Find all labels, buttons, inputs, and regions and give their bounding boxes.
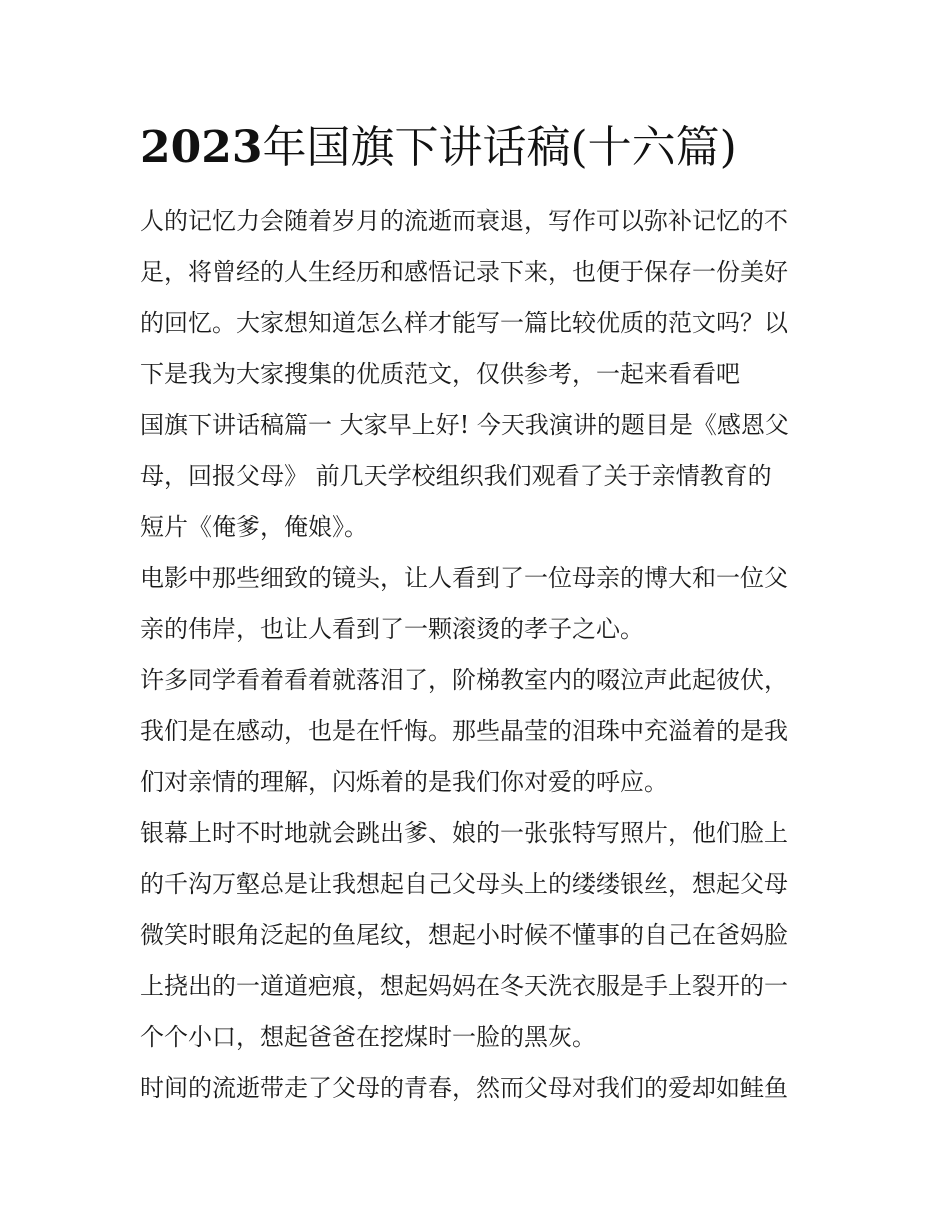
text-line: 母，回报父母》 前几天学校组织我们观看了关于亲情教育的 <box>140 462 772 490</box>
text-line: 许多同学看着看着就落泪了，阶梯教室内的啜泣声此起彼伏， <box>140 666 788 694</box>
text-line: 足，将曾经的人生经历和感悟记录下来，也便于保存一份美好 <box>140 258 788 286</box>
document-body <box>140 196 812 1114</box>
text-line: 我们是在感动，也是在忏悔。那些晶莹的泪珠中充溢着的是我 <box>140 717 788 745</box>
text-line: 短片《俺爹，俺娘》。 <box>140 513 368 541</box>
text-line: 的千沟万壑总是让我想起自己父母头上的缕缕银丝，想起父母 <box>140 870 788 898</box>
text-line: 上挠出的一道道疤痕，想起妈妈在冬天洗衣服是手上裂开的一 <box>140 972 788 1000</box>
text-line: 时间的流逝带走了父母的青春，然而父母对我们的爱却如鲑鱼 <box>140 1074 788 1102</box>
paragraph-students <box>140 655 812 808</box>
text-line: 银幕上时不时地就会跳出爹、娘的一张张特写照片，他们脸上 <box>140 819 788 847</box>
text-line: 电影中那些细致的镜头，让人看到了一位母亲的博大和一位父 <box>140 564 788 592</box>
text-line: 的回忆。大家想知道怎么样才能写一篇比较优质的范文吗？以 <box>140 309 788 337</box>
paragraph-intro <box>140 196 812 400</box>
paragraph-film <box>140 553 812 655</box>
paragraph-screen <box>140 808 812 1063</box>
title-text: 年国旗下讲话稿(十六篇) <box>262 122 737 173</box>
text-line: 人的记忆力会随着岁月的流逝而衰退，写作可以弥补记忆的不 <box>140 207 788 235</box>
paragraph-speech-opening <box>140 400 812 553</box>
text-line: 国旗下讲话稿篇一 大家早上好! 今天我演讲的题目是《感恩父 <box>140 411 789 439</box>
text-line: 下是我为大家搜集的优质范文，仅供参考，一起来看看吧 <box>140 360 740 388</box>
paragraph-time <box>140 1063 812 1114</box>
page-title <box>140 118 840 178</box>
title-year: 2023 <box>140 122 263 173</box>
text-line: 微笑时眼角泛起的鱼尾纹，想起小时候不懂事的自己在爸妈脸 <box>140 921 788 949</box>
text-line: 个个小口，想起爸爸在挖煤时一脸的黑灰。 <box>140 1023 596 1051</box>
text-line: 们对亲情的理解，闪烁着的是我们你对爱的呼应。 <box>140 768 668 796</box>
text-line: 亲的伟岸，也让人看到了一颗滚烫的孝子之心。 <box>140 615 644 643</box>
